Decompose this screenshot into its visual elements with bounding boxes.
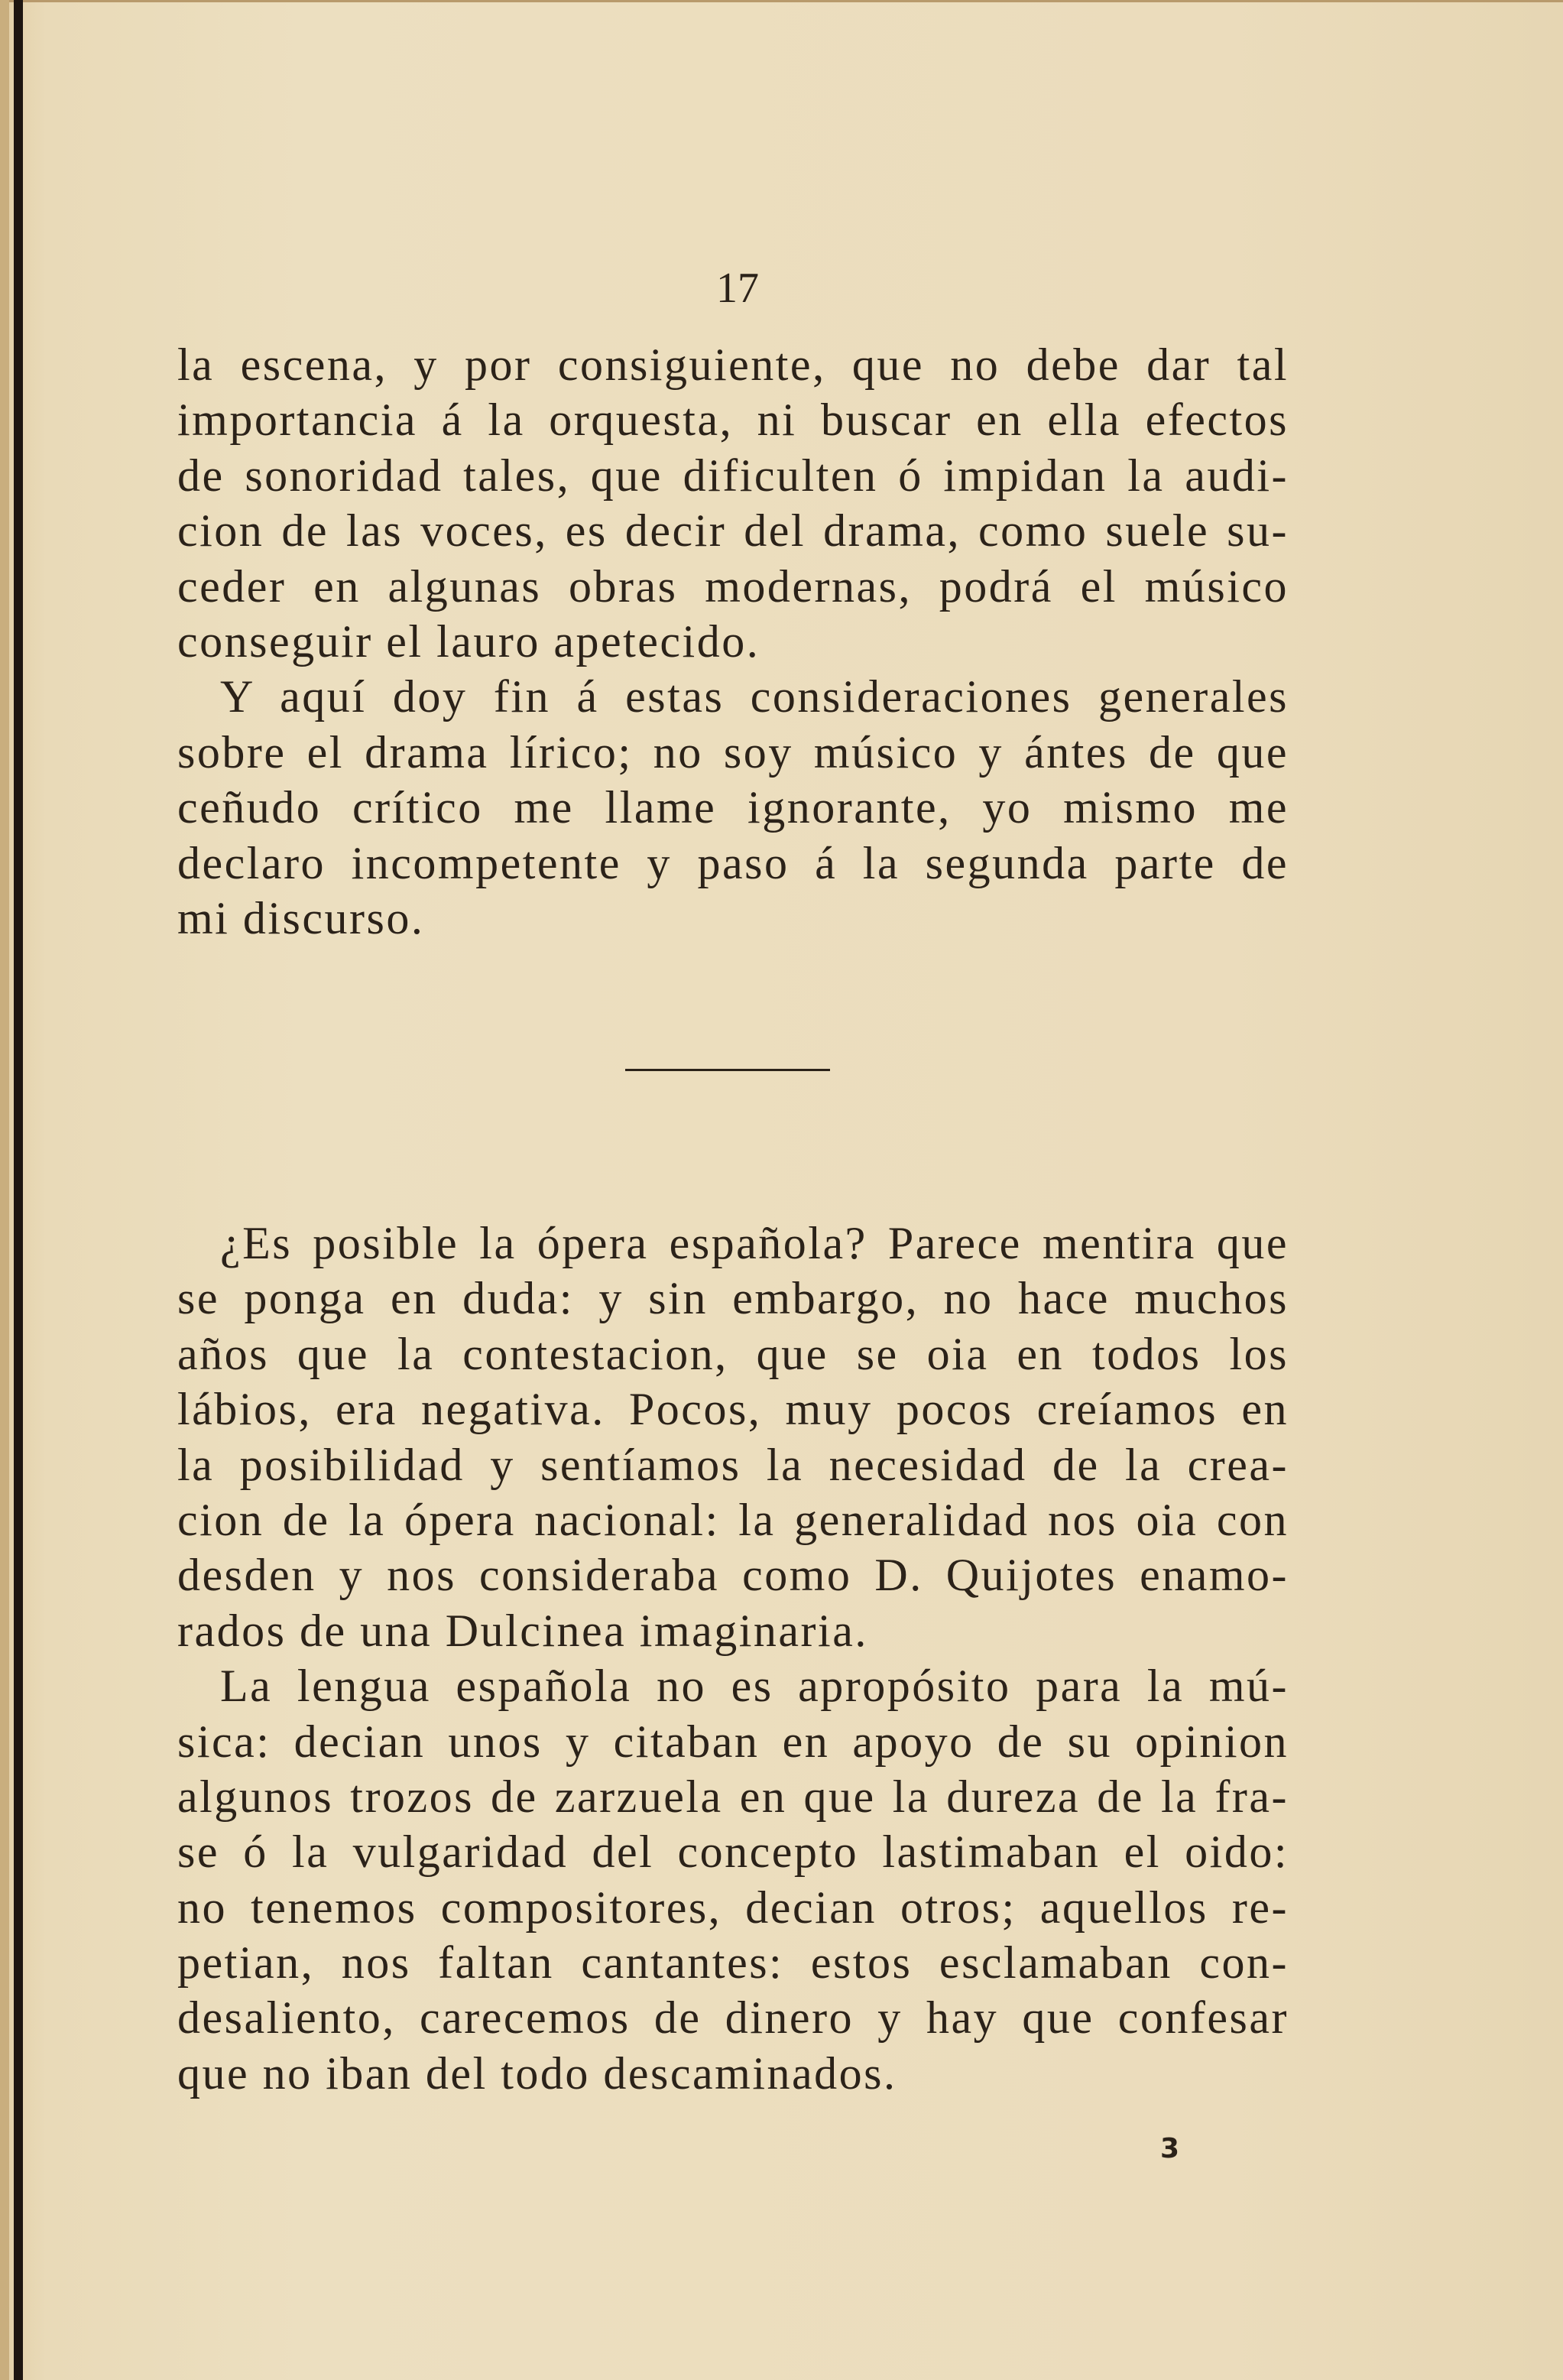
text-line: mi discurso. bbox=[177, 892, 425, 943]
text-line: Y aquí doy fin á estas consideraciones generales bbox=[220, 671, 1289, 722]
text-line: lábios, era negativa. Pocos, muy pocos creíamos en bbox=[177, 1384, 1289, 1435]
text-line: ceñudo crítico me llame ignorante, yo mismo me bbox=[177, 782, 1289, 833]
text-line: importancia á la orquesta, ni buscar en ella efectos bbox=[177, 395, 1289, 446]
text-line: desaliento, carecemos de dinero y hay que confesar bbox=[177, 1992, 1289, 2044]
paragraph bbox=[177, 1658, 1289, 2101]
text-line: que no iban del todo descaminados. bbox=[177, 2047, 897, 2099]
text-line: años que la contestacion, que se oia en todos los bbox=[177, 1328, 1289, 1379]
signature-mark: 3 bbox=[1160, 2133, 1180, 2164]
binding-edge bbox=[14, 0, 23, 2380]
section-divider bbox=[625, 1069, 830, 1071]
paragraph bbox=[177, 669, 1289, 946]
text-line: cion de las voces, es decir del drama, como suele su- bbox=[177, 505, 1289, 557]
page-number: 17 bbox=[716, 265, 759, 312]
paragraph bbox=[177, 1216, 1289, 1658]
text-line: sica: decian unos y citaban en apoyo de su opinion bbox=[177, 1716, 1289, 1767]
text-line: se ó la vulgaridad del concepto lastimaban el oido: bbox=[177, 1826, 1289, 1878]
page-edge bbox=[0, 0, 9, 2380]
text-line: ¿Es posible la ópera española? Parece mentira que bbox=[220, 1218, 1289, 1268]
text-line: desden y nos consideraba como D. Quijotes enamo- bbox=[177, 1550, 1289, 1601]
text-line: no tenemos compositores, decian otros; aquellos re- bbox=[177, 1882, 1289, 1933]
text-line: rados de una Dulcinea imaginaria. bbox=[177, 1605, 868, 1656]
text-line: se ponga en duda: y sin embargo, no hace muchos bbox=[177, 1273, 1289, 1324]
text-line: La lengua española no es apropósito para la mú- bbox=[220, 1661, 1289, 1712]
text-line: de sonoridad tales, que dificulten ó impidan la audi- bbox=[177, 450, 1289, 501]
text-line: conseguir el lauro apetecido. bbox=[177, 615, 760, 667]
text-line: petian, nos faltan cantantes: estos esclamaban con- bbox=[177, 1937, 1289, 1989]
paragraph bbox=[177, 337, 1289, 669]
page-top-edge bbox=[0, 0, 1563, 2]
text-line: declaro incompetente y paso á la segunda parte de bbox=[177, 837, 1289, 888]
text-line: la escena, y por consiguiente, que no debe dar tal bbox=[177, 339, 1289, 390]
text-section-2 bbox=[177, 1216, 1289, 2101]
text-line: la posibilidad y sentíamos la necesidad de la crea- bbox=[177, 1439, 1289, 1490]
text-line: sobre el drama lírico; no soy músico y ántes de que bbox=[177, 726, 1289, 778]
text-section-1 bbox=[177, 337, 1289, 946]
text-line: ceder en algunas obras modernas, podrá el músico bbox=[177, 560, 1289, 612]
text-line: algunos trozos de zarzuela en que la dureza de la fra- bbox=[177, 1771, 1289, 1822]
text-line: cion de la ópera nacional: la generalidad nos oia con bbox=[177, 1494, 1289, 1545]
